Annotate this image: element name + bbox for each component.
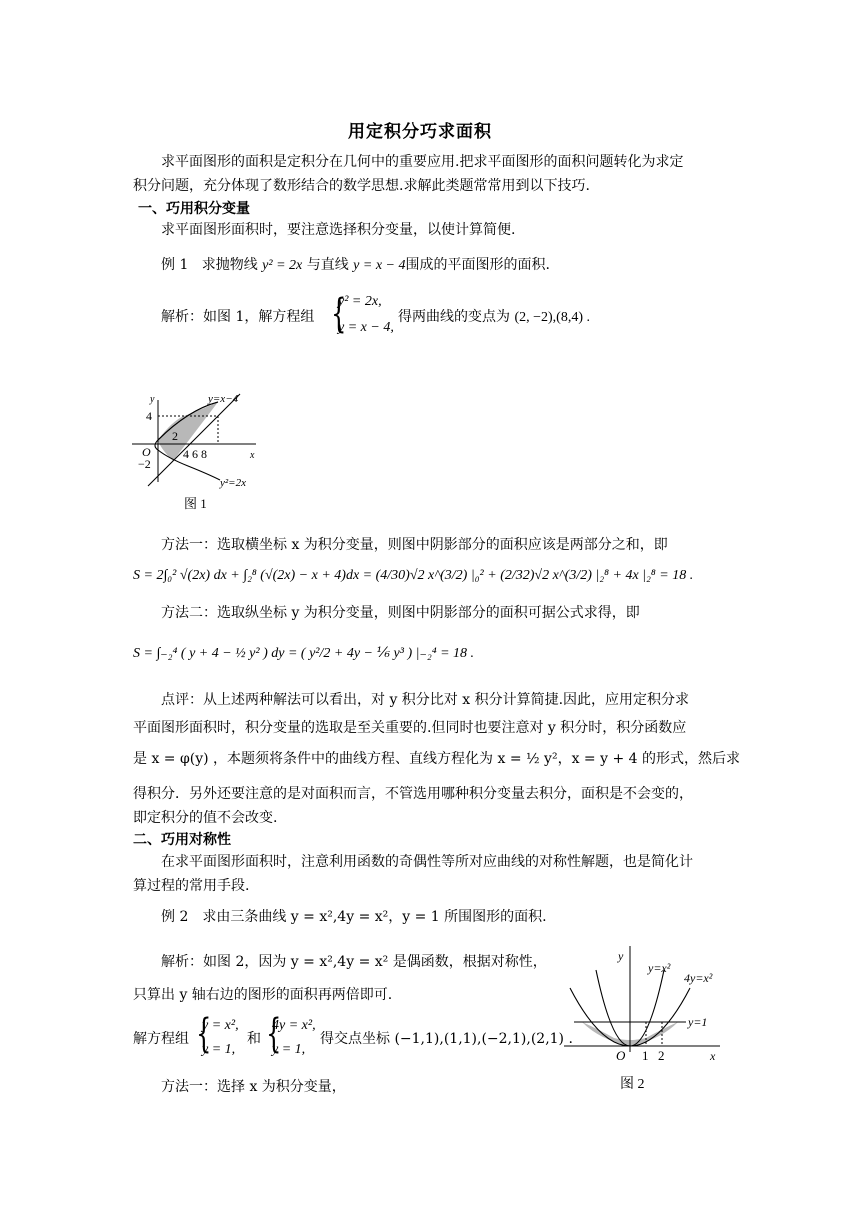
figure-2-label-2: 4y=x² [684, 971, 713, 985]
figure-2 [560, 942, 740, 1094]
figure-2-label-3: y=1 [688, 1015, 708, 1029]
solution-1-post-text: 得两曲线的变点为 [398, 309, 510, 325]
example-1-mid: 与直线 [306, 257, 349, 273]
figure-2-origin: O [616, 1048, 626, 1063]
section-1-heading: 一、巧用积分变量 [138, 201, 250, 217]
figure-1-ticks-x: 4 6 8 [183, 447, 207, 461]
solution-1-points: (2, −2),(8,4) . [514, 310, 590, 325]
solution-2-sysB-b: y = 1, [272, 1042, 306, 1057]
solution-2-brace-a: { [196, 1011, 212, 1057]
comment-line-5: 即定积分的值不会改变. [133, 810, 278, 826]
solution-2-post: 得交点坐标 (−1,1),(1,1),(−2,1),(2,1) . [320, 1031, 573, 1047]
intro-line-2: 积分问题，充分体现了数形结合的数学思想.求解此类题常常用到以下技巧. [133, 178, 590, 194]
solution-1-brace: { [331, 291, 347, 337]
comment-line-2: 平面图形面积时，积分变量的选取是至关重要的.但同时也要注意对 y 积分时，积分函数应 [133, 720, 687, 736]
comment-line-3: 是 x = φ(y) ，本题须将条件中的曲线方程、直线方程化为 x = ½ y²，x = y + 4 的形式，然后求 [133, 751, 741, 767]
figure-2-caption: 图 2 [620, 1077, 645, 1092]
solution-2-sysA-a: y = x², [202, 1018, 239, 1033]
solution-1-sys-b: y = x − 4, [338, 320, 394, 335]
section-1-text: 求平面图形面积时，要注意选择积分变量，以使计算简便. [161, 222, 516, 238]
solution-2-method-1: 方法一：选择 x 为积分变量， [161, 1079, 346, 1095]
example-1 [161, 255, 550, 276]
method-1-text: 方法一：选取横坐标 x 为积分变量，则图中阴影部分的面积应该是两部分之和，即 [161, 537, 668, 553]
solution-1-pre: 解析：如图 1，解方程组 [161, 309, 315, 325]
page-title: 用定积分巧求面积 [348, 122, 492, 142]
section-2-line-2: 算过程的常用手段. [133, 878, 250, 894]
solution-1-post [398, 307, 590, 328]
comment-line-1: 点评：从上述两种解法可以看出，对 y 积分比对 x 积分计算简捷.因此，应用定积分求 [161, 692, 690, 708]
section-2-line-1: 在求平面图形面积时，注意利用函数的奇偶性等所对应曲线的对称性解题，也是简化计 [161, 854, 693, 870]
solution-2-brace-b: { [266, 1011, 282, 1057]
figure-1-parabola-label: y²=2x [220, 477, 246, 489]
figure-1 [128, 388, 268, 516]
example-2: 例 2 求由三条曲线 y = x²,4y = x²，y = 1 所围图形的面积. [161, 909, 547, 925]
figure-1-tick-4: 4 [146, 409, 152, 423]
figure-1-x-label: x [250, 450, 255, 461]
method-2-text: 方法二：选取纵坐标 y 为积分变量，则图中阴影部分的面积可据公式求得，即 [161, 605, 640, 621]
figure-1-tick-neg2: −2 [138, 457, 151, 471]
figure-2-tick-2: 2 [658, 1048, 665, 1063]
solution-2-pre: 解方程组 [133, 1031, 189, 1047]
figure-2-tick-1: 1 [642, 1048, 649, 1063]
solution-2-and: 和 [247, 1031, 261, 1047]
example-1-label: 例 1 [161, 257, 189, 273]
method-2-formula: S = ∫₋₂⁴ ( y + 4 − ½ y² ) dy = ( y²/2 + 4y − ⅙ y³ ) |₋₂⁴ = 18 . [133, 646, 475, 661]
figure-1-caption: 图 1 [184, 496, 207, 511]
method-1-formula: S = 2∫₀² √(2x) dx + ∫₂⁸ (√(2x) − x + 4)dx = (4/30)√2 x^(3/2) |₀² + (2/32)√2 x^(3/2) |₂⁸ + 4x |₂⁸ = 18 . [133, 568, 694, 583]
example-1-eq1: y² = 2x [262, 258, 303, 273]
figure-2-y-label: y [618, 949, 624, 963]
solution-2-sysB-a: 4y = x², [272, 1018, 316, 1033]
intro-line-1: 求平面图形的面积是定积分在几何中的重要应用.把求平面图形的面积问题转化为求定 [161, 154, 684, 170]
section-2-heading: 二、巧用对称性 [133, 832, 231, 848]
comment-line-4: 得积分．另外还要注意的是对面积而言，不管选用哪种积分变量去积分，面积是不会变的， [133, 786, 693, 802]
solution-1-sys-a: y² = 2x, [338, 294, 382, 309]
example-1-pre: 求抛物线 [201, 257, 258, 273]
solution-2-line-1: 解析：如图 2，因为 y = x²,4y = x² 是偶函数，根据对称性， [161, 954, 547, 970]
figure-2-x-label: x [710, 1049, 716, 1063]
figure-1-line-label: y=x−4 [208, 393, 239, 405]
solution-2-sysA-b: y = 1, [202, 1042, 236, 1057]
figure-1-tick-2: 2 [172, 429, 178, 443]
figure-1-y-label: y [150, 394, 155, 405]
figure-2-label-1: y=x² [648, 961, 671, 975]
example-1-eq2: y = x − 4 [353, 258, 406, 273]
example-1-post: 围成的平面图形的面积. [405, 257, 550, 273]
solution-2-line-2: 只算出 y 轴右边的图形的面积再两倍即可. [133, 987, 393, 1003]
figure-1-origin: O [142, 445, 151, 459]
